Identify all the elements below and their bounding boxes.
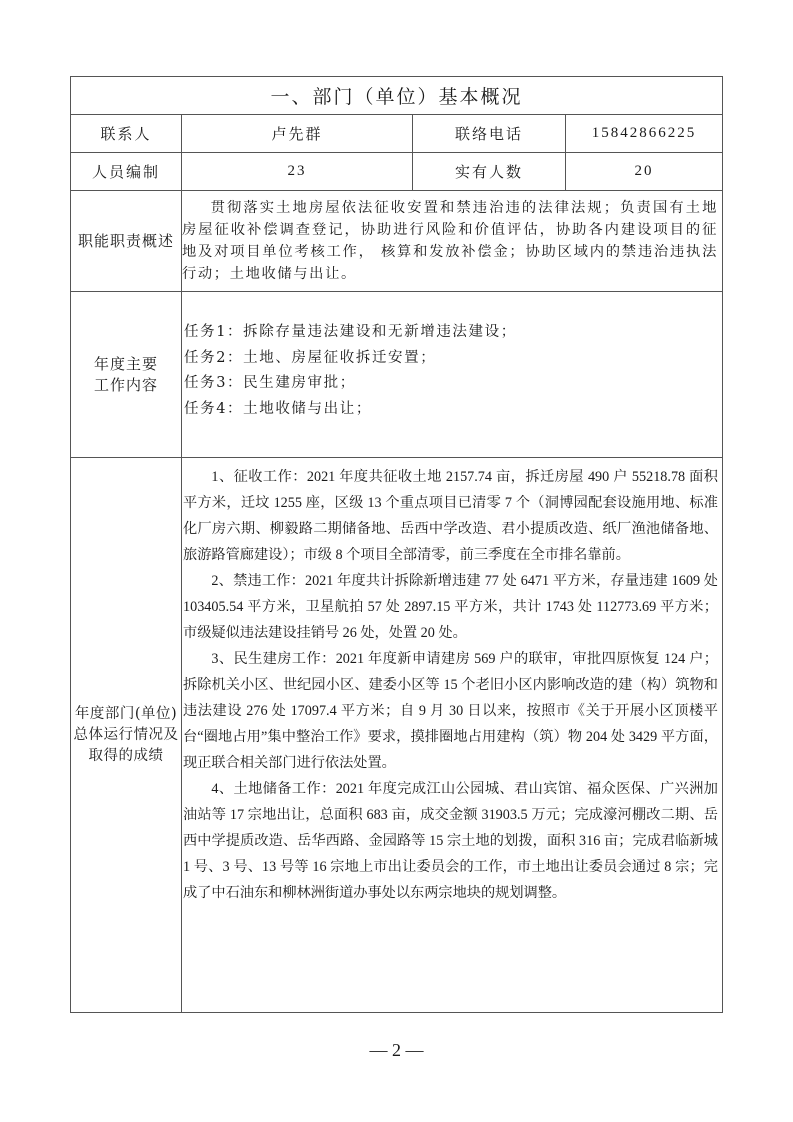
performance-label-line2: 总体运行情况及 [73, 727, 179, 743]
phone-label: 联络电话 [413, 115, 566, 152]
staff-quota-value: 23 [182, 153, 413, 190]
duties-label: 职能职责概述 [71, 191, 182, 291]
task-item: 任务4：土地收储与出让； [184, 400, 372, 417]
task-item: 任务3：民生建房审批； [184, 375, 356, 391]
performance-paragraph: 3、民生建房工作：2021 年度新申请建房 569 户的联审，审批四原恢复 124 户；拆除机关小区、世纪园小区、建委小区等 15 个老旧小区内影响改造的建（构）筑物和违法建设 276 处 17097.4 平方米；自 9 月 30 日以来，按照市《关于开展小区顶楼平台“圈地占用”集中整治工作》要求，摸排圈地占用建构（筑）物 204 处 3429 平方面，现正联合相关部门进行依法处置。 [183, 651, 718, 771]
performance-label-line1: 年度部门(单位) [74, 706, 178, 722]
staffing-row [71, 153, 722, 191]
performance-text [183, 464, 718, 906]
actual-staff-value: 20 [634, 163, 654, 179]
annual-tasks-label-line2: 工作内容 [93, 375, 158, 394]
title-row [71, 77, 722, 115]
contact-label: 联系人 [71, 115, 182, 152]
performance-paragraph: 2、禁违工作：2021 年度共计拆除新增违建 77 处 6471 平方米，存量违建 1609 处 103405.54 平方米，卫星航拍 57 处 2897.15 平方米，共计 1743 处 112773.69 平方米；市级疑似违法建设挂销号 26 处，处置 20 处。 [183, 573, 718, 641]
performance-label-line3: 取得的成绩 [88, 748, 164, 764]
duties-text: 贯彻落实土地房屋依法征收安置和禁违治违的法律法规；负责国有土地房屋征收补偿调查登记，协助进行风险和价值评估，协助各内建设项目的征地及对项目单位考核工作， 核算和发放补偿金；协助区域内的禁违治违执法行动；土地收储与出让。 [182, 200, 718, 282]
annual-tasks-label [71, 292, 182, 457]
section-title: 一、部门（单位）基本概况 [270, 86, 523, 108]
staff-quota-label: 人员编制 [71, 153, 182, 190]
task-item: 任务2：土地、房屋征收拆迁安置； [184, 349, 437, 366]
performance-paragraph: 4、土地储备工作：2021 年度完成江山公园城、君山宾馆、福众医保、广兴洲加油站等 17 宗地出让，总面积 683 亩，成交金额 31903.5 万元；完成濠河棚改二期、岳西中学提质改造、岳华西路、金园路等 15 宗土地的划拨，面积 316 亩；完成君临新城 1 号、3 号、13 号等 16 宗地上市出让委员会的工作，市土地出让委员会通过 8 宗；完成了中石油东和柳林洲街道办事处以东两宗地块的规划调整。 [183, 781, 718, 901]
annual-tasks-label-line1: 年度主要 [93, 354, 158, 373]
task-list [184, 320, 517, 422]
actual-staff-label: 实有人数 [413, 153, 566, 190]
contact-row [71, 115, 722, 153]
phone-value: 15842866225 [591, 125, 697, 141]
page-number: — 2 — [369, 1040, 424, 1060]
annual-tasks-row [71, 292, 722, 458]
duties-row [71, 191, 722, 292]
performance-label [71, 458, 182, 1013]
contact-value: 卢先群 [182, 115, 413, 152]
basic-overview-table [70, 76, 723, 1013]
task-item: 任务1：拆除存量违法建设和无新增违法建设； [184, 324, 517, 340]
performance-paragraph: 1、征收工作：2021 年度共征收土地 2157.74 亩，拆迁房屋 490 户 55218.78 面积平方米，迁坟 1255 座，区级 13 个重点项目已清零 7 个（洞博园配套设施用地、标准化厂房六期、柳毅路二期储备地、岳西中学改造、君小提质改造、纸厂渔池储备地、旅游路管廊建设）；市级 8 个项目全部清零，前三季度在全市排名靠前。 [183, 469, 718, 563]
performance-row [71, 458, 722, 1013]
